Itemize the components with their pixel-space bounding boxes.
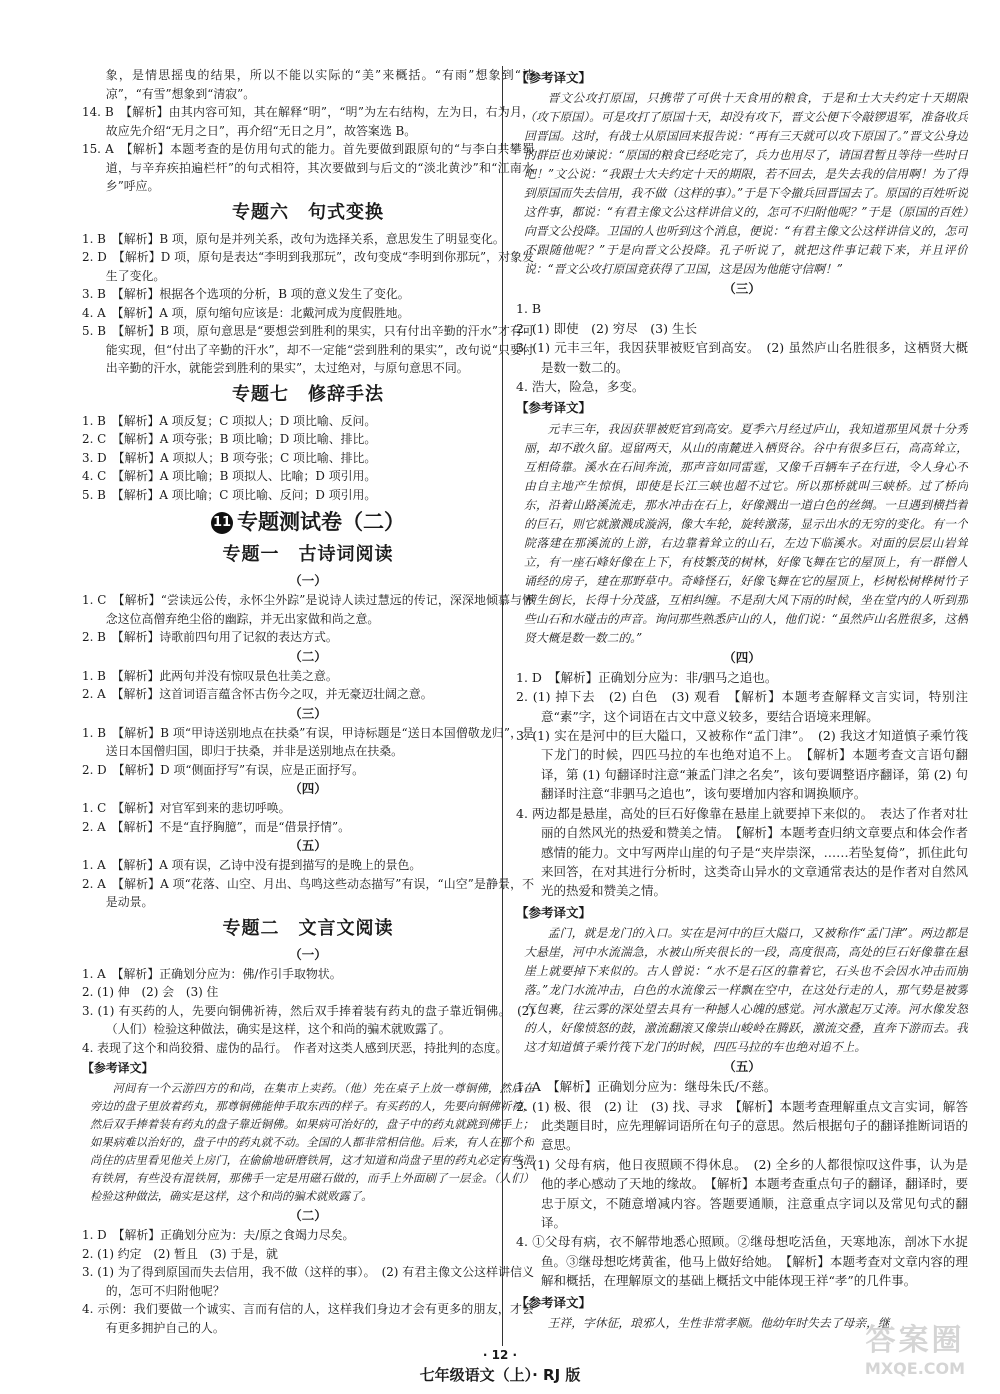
answer-item: 2. A 【解析】这首词语言蕴含怀古伤今之叹，并无豪迈壮阔之意。 bbox=[82, 687, 433, 701]
reference-translation-label: 【参考译文】 bbox=[516, 70, 592, 85]
reference-translation-label: 【参考译文】 bbox=[82, 1061, 154, 1075]
answer-item: 4. 浩大，险急，多变。 bbox=[516, 379, 645, 395]
sub-section-label: （三） bbox=[723, 281, 761, 297]
answer-item: 3. (1) 元丰三年，我因获罪被贬官到高安。 (2) 虽然庐山名胜很多，这栖贤大概是数一数二的。 bbox=[516, 340, 968, 375]
answer-item: 1. C 【解析】“尝读远公传，永怀尘外踪”是说诗人读过慧远的传记，深深地倾慕与怀念这位高僧弃绝尘俗的幽踪，并无出家做和尚之意。 bbox=[82, 593, 534, 626]
sub-section-label: （二） bbox=[289, 648, 327, 664]
answer-item: 1. A 【解析】正确划分应为：继母朱氏/不慈。 bbox=[516, 1079, 777, 1095]
watermark-mark: 答案圈 bbox=[865, 1323, 965, 1358]
reference-translation-label: 【参考译文】 bbox=[516, 400, 592, 416]
reference-translation-text: 河间有一个云游四方的和尚，在集市上卖药。（他）先在桌子上放一尊铜佛，然后在旁边的盘子里放着药丸，那尊铜佛能伸手取东西的样子。有买药的人，先要向铜佛祈祷，然后双手捧着装有药丸的盘子靠近铜佛。如果病可治好的，盘子中的药丸就跳到佛手上；如果病难以治好的，盘子中的药丸就不动。全国的人都非常相信他。后来，有人在那个和尚住的店里看见他关上房门，在偷偷地研磨铁屑，这才知道和尚盘子里的药丸必定有些混有铁屑，有些没有混铁屑，那佛手一定是用磁石做的，而手上外面刷了一层金。（人们）检验这种做法，确实是这样，这个和尚的骗术就败露了。 bbox=[90, 1081, 534, 1204]
sub-section-label: （四） bbox=[723, 649, 761, 665]
answer-item: 2. D 【解析】D 项，原句是表达“李明到我那玩”，改句变成“李明到你那玩”，对象发生了变化。 bbox=[82, 250, 534, 283]
answer-item: 15. A 【解析】本题考查的是仿用句式的能力。首先要做到跟原句的“与李白共攀蜀道，与辛弃疾拍遍栏杆”的句式相符，其次要做到与后文的“淡北黄沙”和“江南水乡”呼应。 bbox=[82, 142, 534, 193]
section-heading: 专题二 文言文阅读 bbox=[222, 917, 394, 939]
answer-item: 3. (1) 父母有病，他日夜照顾不得休息。 (2) 全乡的人都很惊叹这件事，认为是他的孝心感动了天地的缘故。 【解析】本题考查重点句子的翻译，翻译时，要忠于原文，不随意增减内容。答题要通顺，注意重点字词以及常见句式的翻译。 bbox=[516, 1156, 968, 1230]
reference-translation-text: 晋文公攻打原国，只携带了可供十天食用的粮食，于是和士大夫约定十天期限（攻下原国）。可是攻打了原国十天，却没有攻下，晋文公便下令敲锣退军，准备收兵回晋国。这时，有战士从原国回来报告说：“再有三天就可以攻下原国了。”晋文公身边的群臣也劝谏说：“原国的粮食已经吃完了，兵力也用尽了，请国君暂且等待一些时日吧！”文公说：“我跟士大夫约定十天的期限，若不回去，是失去我的信用啊！为了得到原国而失去信用，我不做（这样的事）。”于是下令撤兵回晋国去了。原国的百姓听说这件事，都说：“有君主像文公这样讲信义的，怎可不归附他呢？”于是（原国的百姓）向晋文公投降。卫国的人也听到这个消息，便说：“有君主像文公这样讲信义的，怎可不跟随他呢？”于是向晋文公投降。孔子听说了，就把这件事记载下来，并且评价说：“晋文公攻打原国竟获得了卫国，这是因为他能守信啊！” bbox=[524, 91, 968, 277]
answer-item: 1. B 【解析】B 项，原句是并列关系，改句为选择关系，意思发生了明显变化。 bbox=[82, 231, 505, 246]
answer-item: 1. B bbox=[516, 301, 542, 317]
test-paper-heading bbox=[82, 506, 534, 538]
answer-item: 2. (1) 伸 (2) 会 (3) 住 bbox=[82, 985, 219, 999]
answer-item: 2. B 【解析】诗歌前四句用了记叙的表达方式。 bbox=[82, 630, 338, 644]
section-heading: 专题六 句式变换 bbox=[232, 201, 384, 223]
answer-item: 14. B 【解析】由其内容可知，其在解释“明”，“明”为左右结构，左为日，右为月，故应先介绍“无月之日”，再介绍“无日之月”，故答案选 B。 bbox=[82, 105, 534, 138]
reference-translation-text: 孟门，就是龙门的入口。实在是河中的巨大隘口，又被称作“孟门津”。两边都是大悬崖，河中水流湍急，水被山所夹很长的一段，高度很高，高处的巨石好像靠在悬崖上就要掉下来似的。古人曾说：“水不是石区的靠着它，石头也不会因水冲击而崩落。”龙门水流冲击，白色的水流像云一样飘在空中，在这处行走的人，那气势是被雾气包裹，往云雾的深处望去具有一种撼人心魄的感觉。河水激起万丈涛。河水像发怒的人，好像愤怒的鼓，激流翻滚又像崇山峻岭在腾跃，激流交叠，直奔下游而去。我这才知道慎子乘竹筏下龙门的时候，四匹马拉的车也绝对追不上。 bbox=[524, 926, 968, 1055]
section-heading: 专题七 修辞手法 bbox=[232, 383, 384, 405]
left-column bbox=[82, 66, 534, 1346]
answer-item: 2. C 【解析】A 项夸张；B 项比喻；D 项比喻、排比。 bbox=[82, 432, 377, 446]
answer-item: 2. A 【解析】A 项“花落、山空、月出、鸟鸣这些动态描写”有误，“山空”是静景，不是动景。 bbox=[82, 876, 534, 909]
watermark-logo bbox=[840, 1322, 990, 1388]
answer-item: 4. 表现了这个和尚狡猾、虚伪的品行。 作者对这类人感到厌恶，持批判的态度。 bbox=[82, 1040, 508, 1055]
answer-item: 4. A 【解析】A 项，原句缩句应该是：北戴河成为度假胜地。 bbox=[82, 305, 410, 320]
answer-item: 4. 两边都是悬崖，高处的巨石好像靠在悬崖上就要掉下来似的。 表达了作者对壮丽的自然风光的热爱和赞美之情。 【解析】本题考查归纳文章要点和体会作者感情的能力。文中写两岸山崖的句子是“夹岸崇深，……若坠复倚”，抓住此句来回答，在对其进行分析时，这类奇山异水的文章通常表达的是作者对自然风光的热爱和赞美之情。 bbox=[516, 805, 968, 899]
answer-item: 3. B 【解析】根据各个选项的分析，B 项的意义发生了变化。 bbox=[82, 287, 410, 301]
answer-item: 2. (1) 即使 (2) 穷尽 (3) 生长 bbox=[516, 320, 697, 336]
sub-section-label: （二） bbox=[289, 1208, 327, 1224]
column-divider bbox=[502, 66, 503, 1346]
answer-item: 1. B 【解析】此两句并没有惊叹景色壮美之意。 bbox=[82, 668, 338, 683]
reference-translation-label: 【参考译文】 bbox=[516, 904, 592, 920]
answer-item: 3. (1) 有买药的人，先要向铜佛祈祷，然后双手捧着装有药丸的盘子靠近铜佛。 (2)（人们）检验这种做法，确实是这样，这个和尚的骗术就败露了。 bbox=[82, 1003, 534, 1036]
answer-item: 2. D 【解析】D 项“侧面抒写”有误，应是正面抒写。 bbox=[82, 762, 364, 777]
answer-item: 1. B 【解析】A 项反复；C 项拟人；D 项比喻、反问。 bbox=[82, 413, 377, 428]
sub-section-label: （三） bbox=[289, 705, 327, 721]
answer-item: 4. ①父母有病，衣不解带地悉心照顾。②继母想吃活鱼，天寒地冻，剖冰下水捉鱼。③继母想吃烤黄雀，他马上做好给她。 【解析】本题考查对文章内容的理解和概括，在理解原文的基础上概括文中能体现王祥“孝”的几件事。 bbox=[516, 1234, 968, 1289]
section-heading: 专题一 古诗词阅读 bbox=[222, 544, 394, 565]
test-paper-title: 专题测试卷（二） bbox=[237, 510, 405, 534]
sub-section-label: （四） bbox=[289, 781, 327, 796]
reference-translation-label: 【参考译文】 bbox=[516, 1294, 592, 1310]
answer-continuation: 象，是情思摇曳的结果，所以不能以实际的“美”来概括。“有雨”想象到“清凉”，“有雪”想象到“清寂”。 bbox=[105, 68, 534, 101]
answer-item: 2. (1) 约定 (2) 暂且 (3) 于是，就 bbox=[82, 1246, 278, 1261]
answer-item: 1. A 【解析】正确划分应为：佛/作引手取物状。 bbox=[82, 966, 342, 981]
answer-item: 1. D 【解析】正确划分应为：夫/原之食竭力尽矣。 bbox=[82, 1228, 355, 1243]
reference-translation-text: 王祥，字休征，琅邪人，生性非常孝顺。他幼年时失去了母亲，继 bbox=[547, 1316, 890, 1330]
answer-item: 1. A 【解析】A 项有误，乙诗中没有提到描写的是晚上的景色。 bbox=[82, 858, 422, 872]
sub-section-label: （一） bbox=[289, 946, 327, 962]
sub-section-label: （五） bbox=[289, 838, 327, 853]
answer-item: 2. (1) 掉下去 (2) 白色 (3) 观看 【解析】本题考查解释文言实词，特别注意“素”字，这个词语在古文中意义较多，要结合语境来理解。 bbox=[516, 689, 968, 724]
sub-section-label: （五） bbox=[723, 1059, 761, 1075]
answer-item: 5. B 【解析】A 项比喻；C 项比喻、反问；D 项引用。 bbox=[82, 487, 377, 502]
book-footer-label: 七年级语文（上）· RJ 版 bbox=[419, 1366, 581, 1384]
answer-item: 1. B 【解析】B 项“甲诗送别地点在扶桑”有误，甲诗标题是“送日本国僧敬龙归”，是送日本国僧归国，即归于扶桑，并非是送别地点在扶桑。 bbox=[82, 725, 534, 758]
answer-item: 1. C 【解析】对官军到来的悲切呼唤。 bbox=[82, 801, 291, 815]
watermark-url: MXQE.COM bbox=[864, 1359, 966, 1378]
answer-item: 1. D 【解析】正确划分应为：非/驷马之追也。 bbox=[516, 669, 778, 685]
answer-item: 3. (1) 为了得到原国而失去信用，我不做（这样的事）。 (2) 有君主像文公这样讲信义的，怎可不归附他呢？ bbox=[82, 1265, 534, 1298]
answer-item: 2. (1) 极、很 (2) 让 (3) 找、寻求 【解析】本题考查理解重点文言实词，解答此类题目时，应先理解词语所在句子的意思。然后根据句子的翻译推断词语的意思。 bbox=[516, 1098, 968, 1153]
page-number: · 12 · bbox=[482, 1348, 518, 1362]
sub-section-label: （一） bbox=[289, 573, 327, 588]
answer-item: 4. C 【解析】A 项比喻；B 项拟人、比喻；D 项引用。 bbox=[82, 469, 377, 483]
reference-translation-text: 元丰三年，我因获罪被贬官到高安。夏季六月经过庐山，我知道那里风景十分秀丽，却不敢久留。逗留两天，从山的南麓进入栖贤谷。谷中有很多巨石，高高耸立，互相倚靠。溪水在石间奔流，那声音如同雷霆，又像千百辆车子在行进，令人身心不由自主地产生惊惧，即使是长江三峡也超不过它。所以那桥就叫三峡桥。过了桥向东，沿着山路溪流走，那水冲击在石上，好像溅出一道白色的丝绸。一旦遇到横挡着的巨石，则它就激溅成漩涡，像大车轮，旋转激荡，显示出水的无穷的变化。有一个院落建在那溪流的上游，右边靠着耸立的山石，左边下临溪水。对面的层层山岩耸立，有一座石峰好像在上下，有枝繁茂的树林，好像飞舞在它的屋顶上，有一群僧人诵经的房子，建在那野草中。奇峰怪石，好像飞舞在它的屋顶上，杉树松树桦树竹子横生倒长，长得十分茂盛，互相纠缠。不是刮大风下雨的时候，坐在堂内的人听到那些山石和水碰击的声音。询问那些熟悉庐山的人，他们说：“虽然庐山名胜很多，这栖贤大概是数一数二的。” bbox=[524, 421, 968, 645]
answer-item: 2. A 【解析】不是“直抒胸臆”，而是“借景抒情”。 bbox=[82, 819, 350, 834]
right-column bbox=[516, 66, 968, 1346]
answer-item: 3. (1) 实在是河中的巨大隘口，又被称作“孟门津”。 (2) 我这才知道慎子乘竹筏下龙门的时候，四匹马拉的车也绝对追不上。 【解析】本题考查文言语句翻译，第 (1) 句翻译时注意“兼孟门津之名矣”，该句要调整语序翻译，第 (2) 句翻译时注意“非驷马之追也”，该句要增加内容和调换顺序。 bbox=[516, 728, 968, 802]
answer-item: 4. 示例：我们要做一个诚实、言而有信的人，这样我们身边才会有更多的朋友，才会有更多拥护自己的人。 bbox=[82, 1302, 534, 1335]
answer-item: 5. B 【解析】B 项，原句意思是“要想尝到胜利的果实，只有付出辛勤的汗水”才有可能实现，但“付出了辛勤的汗水”，却不一定能“尝到胜利的果实”，改句说“只要付出辛勤的汗水，就能尝到胜利的果实”，太过绝对，与原句意思不同。 bbox=[82, 324, 534, 375]
answer-item: 3. D 【解析】A 项拟人；B 项夸张；C 项比喻、排比。 bbox=[82, 450, 377, 465]
paper-number-badge: 11 bbox=[211, 512, 233, 534]
